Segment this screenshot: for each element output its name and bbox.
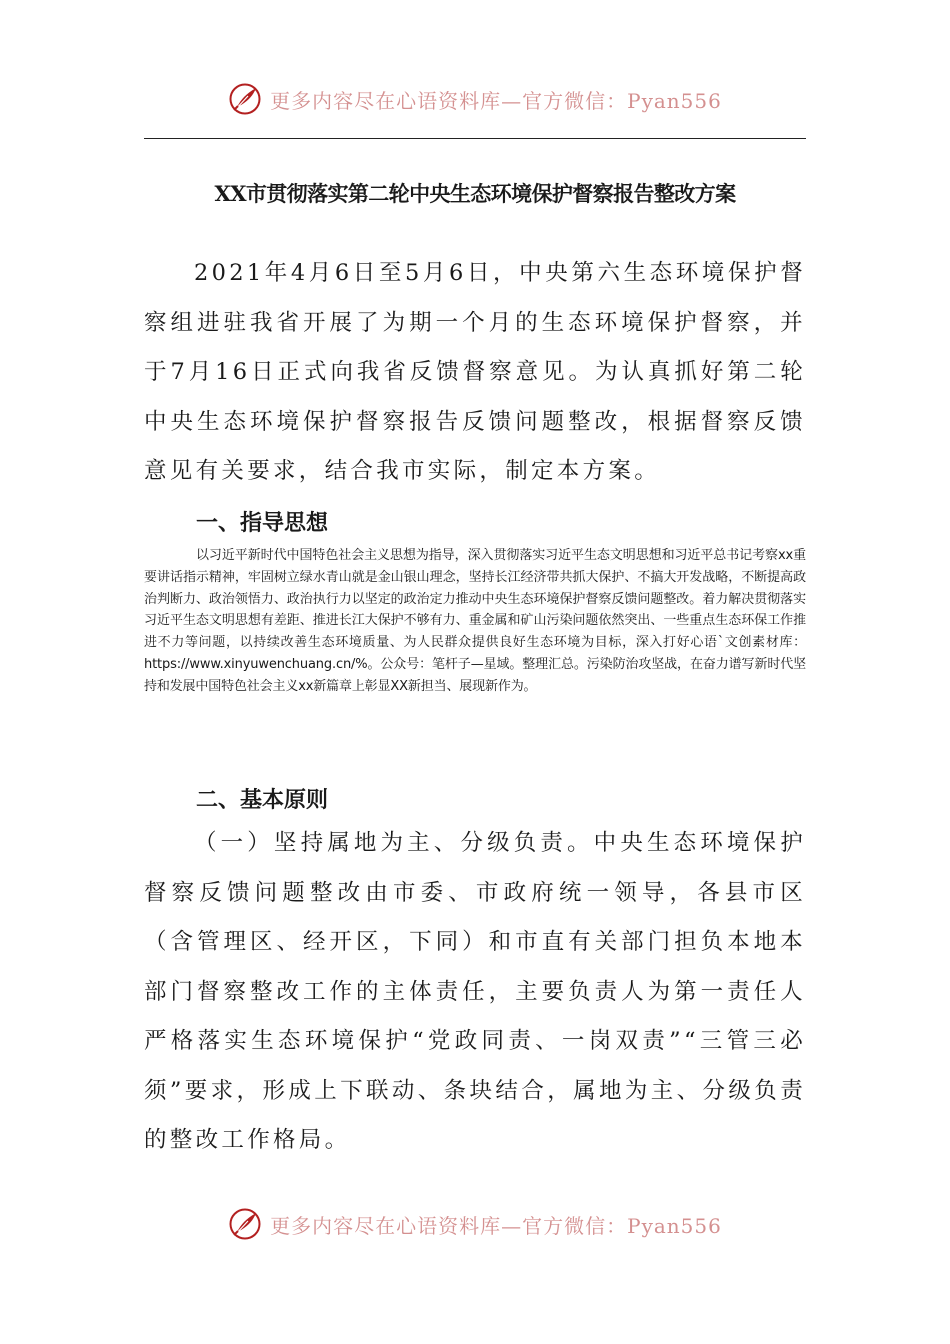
watermark-text: 更多内容尽在心语资料库—官方微信：Pyan556 (270, 88, 722, 113)
basic-principles-paragraph: （一）坚持属地为主、分级负责。中央生态环境保护督察反馈问题整改由市委、市政府统一领导，各县市区（含管理区、经开区，下同）和市直有关部门担负本地本部门督察整改工作的主体责任，主要负责人为第一责任人严格落实生态环境保护“党政同责、一岗双责”“三管三必须”要求，形成上下联动、条块结合，属地为主、分级负责的整改工作格局。 (144, 830, 806, 1153)
header-divider (144, 138, 806, 139)
intro-paragraph: 2021年4月6日至5月6日，中央第六生态环境保护督察组进驻我省开展了为期一个月的生态环境保护督察，并于7月16日正式向我省反馈督察意见。为认真抓好第二轮中央生态环境保护督察报告反馈问题整改，根据督察反馈意见有关要求，结合我市实际，制定本方案。 (144, 260, 806, 484)
feather-pen-logo-icon (228, 1207, 262, 1241)
feather-pen-logo-icon (228, 82, 262, 116)
section-heading-basic-principles: 二、基本原则 (196, 788, 329, 813)
guiding-ideology-paragraph: 以习近平新时代中国特色社会主义思想为指导，深入贯彻落实习近平生态文明思想和习近平总书记考察xx重要讲话指示精神，牢固树立绿水青山就是金山银山理念，坚持长江经济带共抓大保护、不搞大开发战略，不断提高政治判断力、政治领悟力、政治执行力以坚定的政治定力推动中央生态环境保护督察反馈问题整改。着力解决贯彻落实习近平生态文明思想有差距、推进长江大保护不够有力、重金属和矿山污染问题依然突出、一些重点生态环保工作推进不力等问题，以持续改善生态环境质量、为人民群众提供良好生态环境为目标，深入打好心语`文创素材库：https://www.xinyuwenchuang.cn/%。公众号：笔杆子—星域。整理汇总。污染防治攻坚战，在奋力谱写新时代坚持和发展中国特色社会主义xx新篇章上彰显XX新担当、展现新作为。 (144, 548, 806, 694)
document-title: XX市贯彻落实第二轮中央生态环境保护督察报告整改方案 (214, 181, 736, 206)
section-heading-guiding-ideology: 一、指导思想 (196, 511, 329, 536)
header-watermark (0, 82, 950, 116)
footer-watermark (0, 1207, 950, 1241)
watermark-text: 更多内容尽在心语资料库—官方微信：Pyan556 (270, 1213, 722, 1238)
